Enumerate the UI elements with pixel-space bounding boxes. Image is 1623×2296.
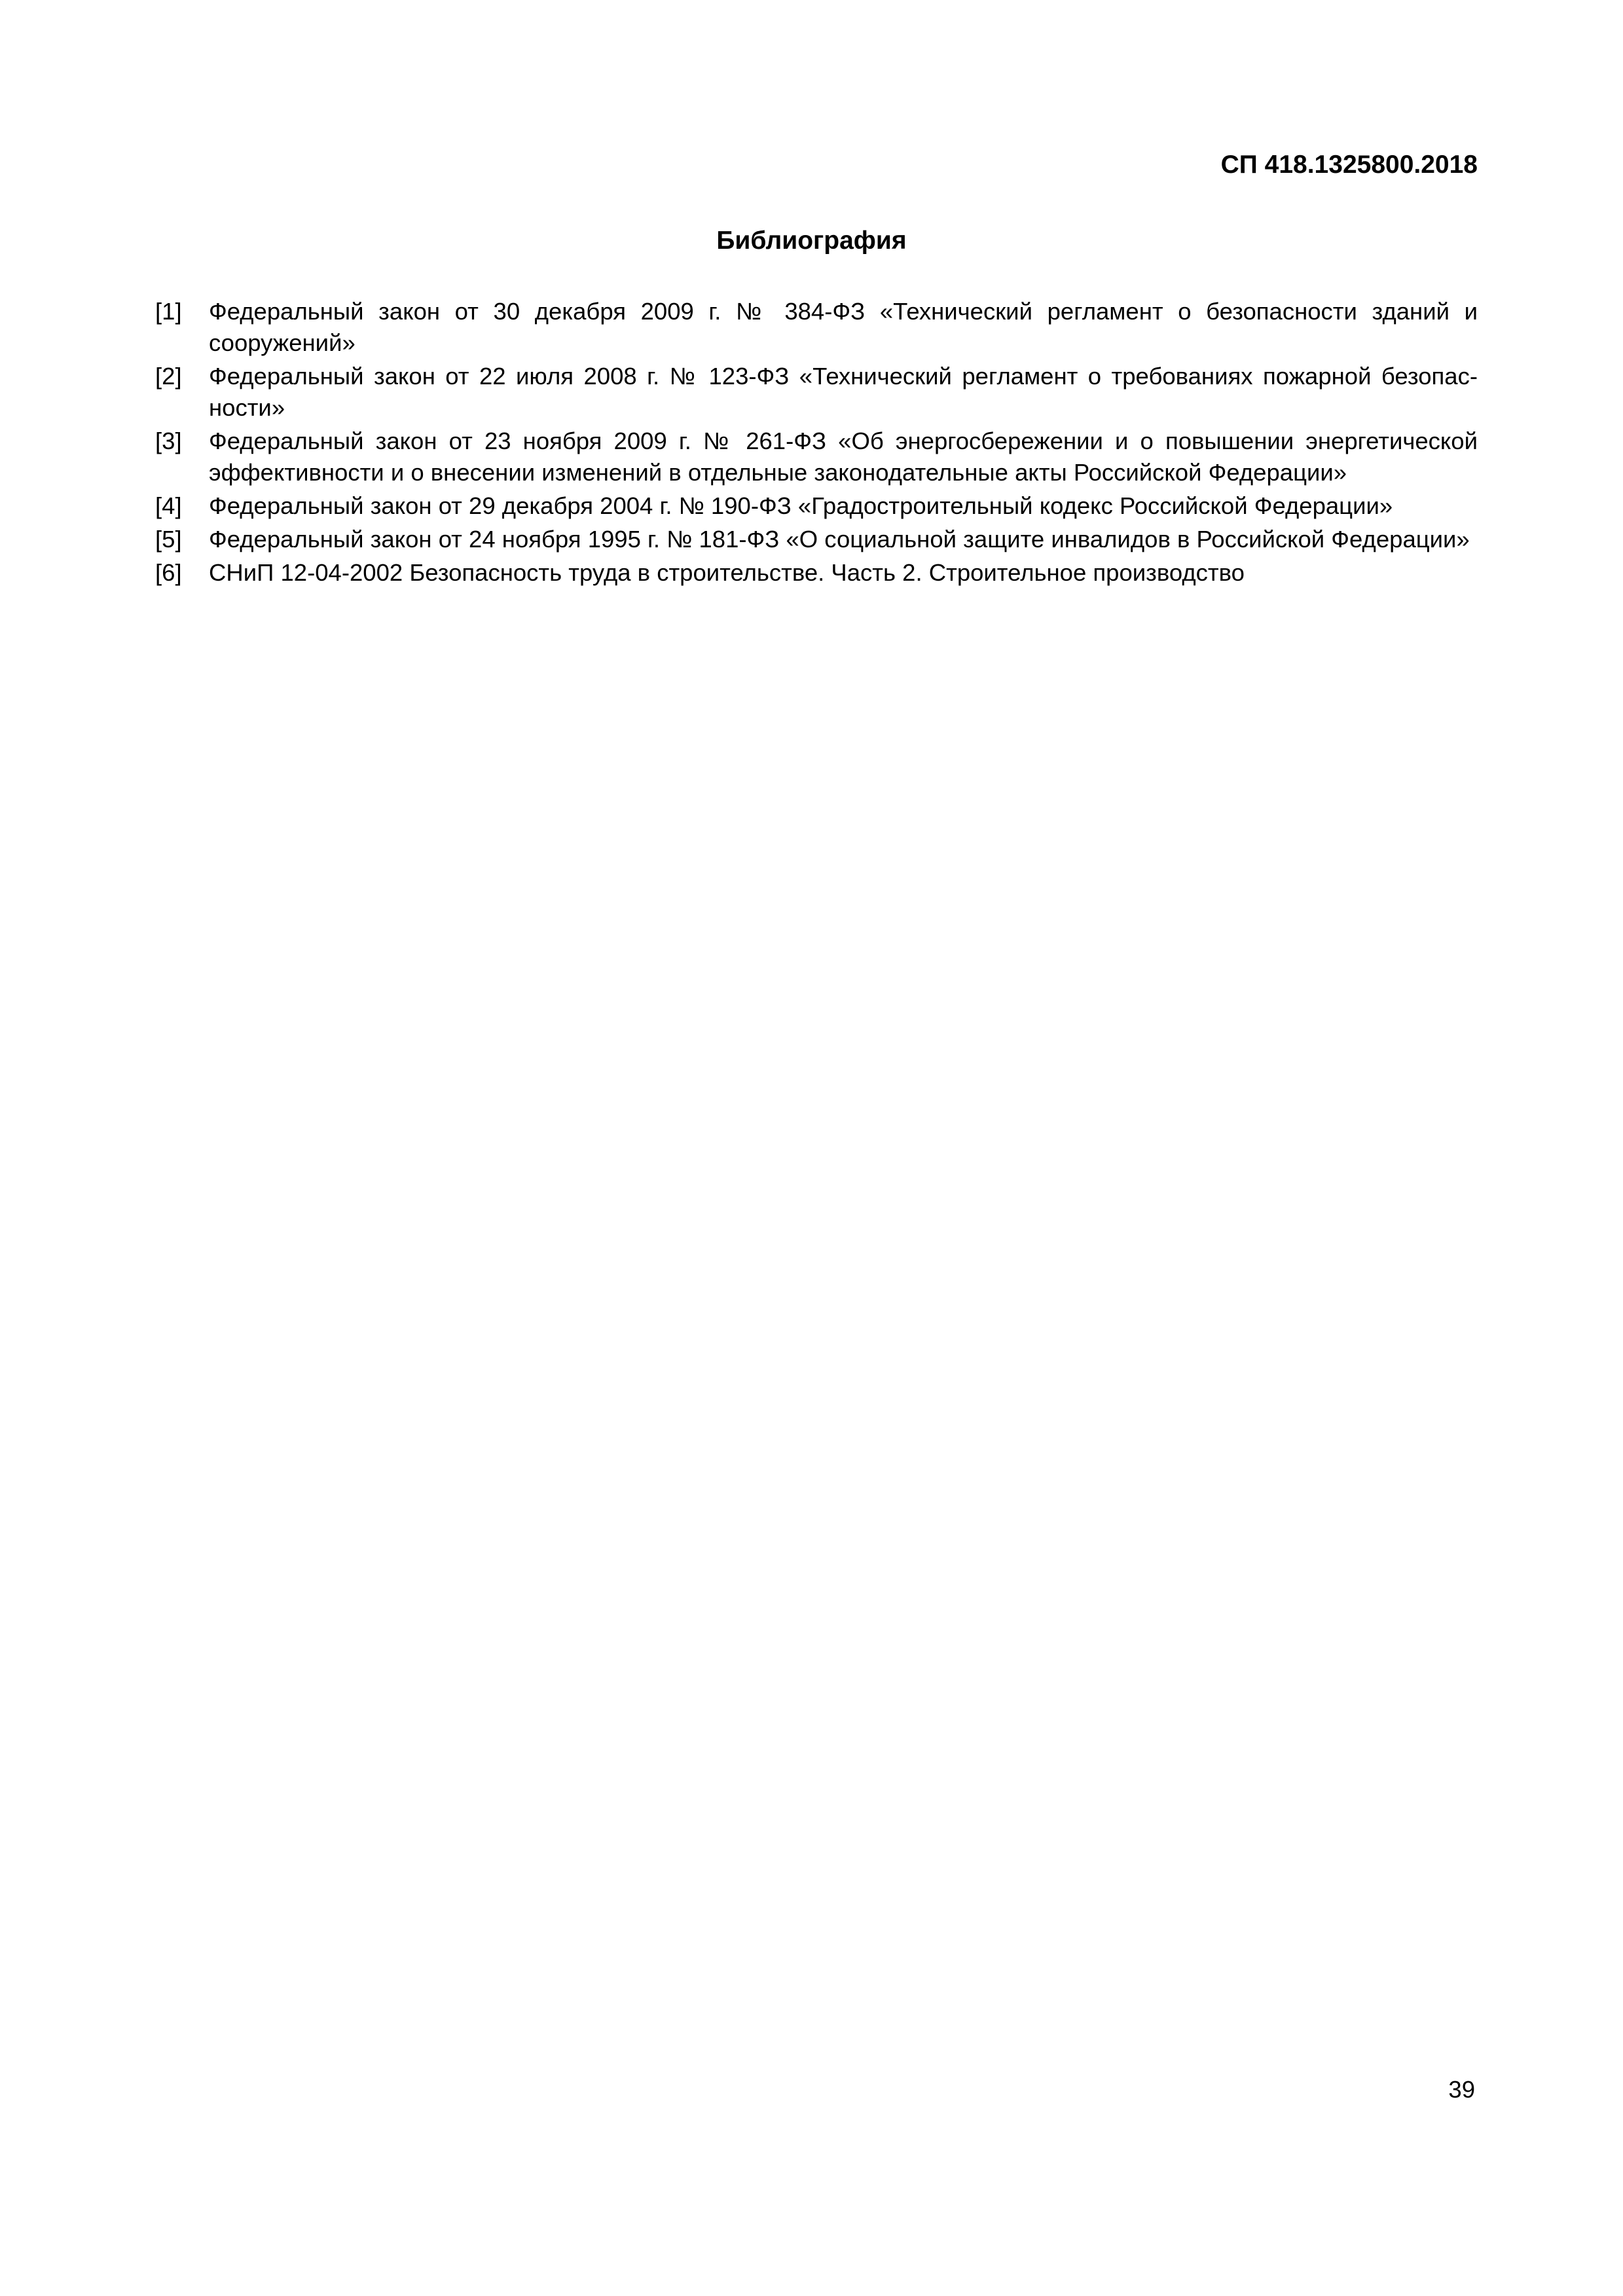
section-title: Библиография (716, 227, 907, 255)
document-code: СП 418.1325800.2018 (1220, 151, 1478, 179)
bibliography-item-text: Федеральный закон от 29 декабря 2004 г. № 190-ФЗ «Градостроительный кодекс Российской Федерации» (209, 492, 1393, 519)
bibliography-item (155, 296, 1478, 359)
bibliography-item-number: [6] (155, 559, 182, 586)
bibliography-item (155, 426, 1478, 488)
bibliography-item-number: [3] (155, 428, 182, 454)
bibliography-item-text: Федеральный закон от 22 июля 2008 г. № 123-ФЗ «Технический регламент о требованиях пожарной безопасности» (209, 363, 1478, 421)
bibliography-item-number: [5] (155, 526, 182, 553)
bibliography-list (155, 296, 1478, 591)
bibliography-item-text: Федеральный закон от 23 ноября 2009 г. № 261-ФЗ «Об энергосбережении и о повышении энергетической эффективности и о внесении изменений в отдельные законодательные акты Российской Федерации» (209, 428, 1478, 486)
bibliography-item (155, 490, 1478, 522)
bibliography-item-number: [4] (155, 492, 182, 519)
bibliography-item-number: [2] (155, 363, 182, 390)
bibliography-item-text: Федеральный закон от 30 декабря 2009 г. № 384-ФЗ «Технический регламент о безопасности зданий и сооружений» (209, 298, 1478, 356)
bibliography-item-text: СНиП 12-04-2002 Безопасность труда в строительстве. Часть 2. Строительное производство (209, 559, 1245, 586)
bibliography-item (155, 361, 1478, 424)
bibliography-item (155, 524, 1478, 555)
page-number: 39 (1448, 2076, 1475, 2103)
bibliography-item (155, 557, 1478, 589)
bibliography-item-text: Федеральный закон от 24 ноября 1995 г. № 181-ФЗ «О социальной защите инвалидов в Российской Федерации» (209, 526, 1470, 553)
bibliography-item-number: [1] (155, 298, 182, 325)
